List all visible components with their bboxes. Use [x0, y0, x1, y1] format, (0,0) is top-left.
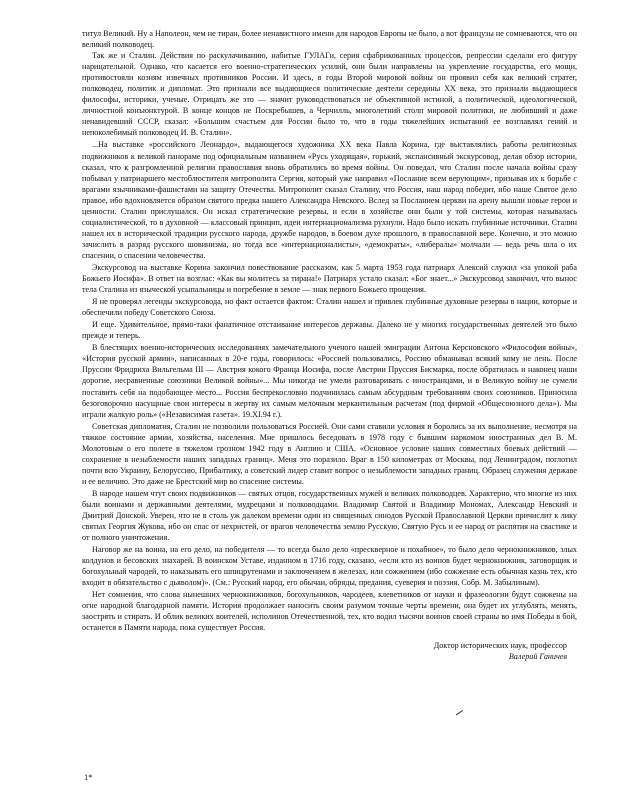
pen-mark	[456, 710, 464, 717]
signature-author: Валерий Ганичев	[508, 651, 567, 661]
paragraph: Нет сомнения, что слова нынешних чернокнижников, богохульников, чародеев, клеветников от науки и фразеологии будут сожжены на огне народной благодарной памяти. История продолжает наносить своим разумом точные черты времени, она будет их углублять, менять, заострять и стирать. И облик великих воителей, исполинов Отечественной, тех, кто водил тысячи воинов своей страны во имя Победы в бой, останется в Памяти народа, пока существует Россия.	[82, 590, 577, 633]
article-body	[82, 28, 577, 634]
paragraph: И еще. Удивительное, прямо-таки фанатичное отстаивание интересов державы. Далеко не у многих государственных деятелей это было прежде и теперь.	[82, 320, 577, 341]
paragraph: Я не проверял легенды экскурсовода, но факт остается фактом: Сталин нашел и привлек глубинные духовные резервы в нации, которые и обеспечили победу Советского Союза.	[82, 297, 577, 318]
signature-title: Доктор исторических наук, профессор	[433, 640, 567, 650]
signature-block	[82, 640, 577, 662]
paragraph: Экскурсовод на выставке Корина закончил повествование рассказом, как 5 марта 1953 года патриарх Алексий служил «за упокой раба Божьего Иосифа». В ответ на возглас: «Как вы молитесь за тирана!» Патриарх устало сказал: «Бог знает...» Экскурсовод закончил, что вынос тела Сталина из языческой усыпальницы и погребение в земле — знак первого Божьего прощения.	[82, 262, 577, 295]
page-folio: 1*	[84, 772, 93, 782]
paragraph: В блестящих военно-исторических исследованиях замечательного ученого нашей эмиграции Антона Керсновского «Философия войны», «История русской армии», написанных в 20-е годы, говорилось: «Россией пользовались, Россию обманывал всякий кому не лень. После Пруссии Фридриха Вильгельма III — Австрия кокого Франца Иосифа, после Австрии Пруссия Бисмарка, после обратилась и наконец наши дорогие, несравненные союзники Великой войны»... Мы никогда не умели разговаривать с иностранцами, и в Великую войну не сумели поставить себя на подобающее место... Россия беспрекословно подчинилась самым абсурдным требованиям своих союзников. Приносила безоговорочно насущные свои интересы в жертву их самым мелочным меркантильным расчетам (под фирмой «Общесоюзного дела»). Мы играли жалкую роль» («Независимая газета». 19.XI.94 г.).	[82, 343, 577, 419]
paragraph: Советская дипломатия, Сталин не позволили пользоваться Россией. Они сами ставили условия и боролись за их выполнение, несмотря на тяжкое состояние армии, хозяйства, населения. Мне пришлось беседовать в 1978 году с бывшим наркомом иностранных дел В. М. Молотовым о его полете в тяжелом грозном 1942 году в Англию и США. «Основное условие наших совместных боевых действий — сохранение в незыблемости наших западных границ». Меня это поразило. Враг в 150 километрах от Москвы, под Ленинградом, поглотил почти всю Украину, Белоруссию, Прибалтику, а советский лидер ставит вопрос о незыблемости западных границ. Образец служения державе и ее величию. Это даже не Брестский мир во спасение системы.	[82, 421, 577, 486]
paragraph: В народе нашем чтут своих подвижников — святых отцов, государственных мужей и великих полководцев. Характерно, что многие из них были воинами и державными деятелями, мудрецами и полководцами. Владимир Святой и Владимир Мономах, Александр Невский и Дмитрий Донской. Уверен, что не в столь уж далеком времени один из священных синодов Русской Православной Церкви причислит к лику святых Георгия Жукова, ибо он спас от нехристей, от врагов человечества землю Русскую, Святую Русь и ее народ от распятия на свастике и от полного уничтожения.	[82, 488, 577, 543]
paragraph: Так же и Сталин. Действия по раскулачиванию, набитые ГУЛАГи, серия сфабрикованных процессов, репрессии сделали его фигуру нарицательной. Однако, что касается его военно-стратегических усилий, они были направлены на укрепление государства, его мощи, противостояли козням извечных противников России. И здесь, в годы Второй мировой войны он проявил себя как великий стратег, полководец, политик и дипломат. Это признали все выдающиеся политические деятели середины XX века, это признали выдающиеся философы, историки, ученые. Отрицать же это — значит руководствоваться не объективной истиной, а политической, идеологической, личностной конъюнктурой. В конце концов не Поскребышев, а Черчилль, многолетний столп мировой политики, не любивший и даже ненавидевший СССР, сказал: «Большим счастьем для России было то, что в годы тяжелейших испытаний ее возглавлял гений и непоколебимый полководец И. В. Сталин».	[82, 51, 577, 138]
paragraph: ...На выставке «российского Леонардо», выдающегося художника XX века Павла Корина, где выставлялись работы религиозных подвижников к великой панораме под официальным названием «Русь уходящая», горький, экспансивный экскурсовод, делая обзор истории, сказал, что к разгромленной религии православия вновь обратились во время войны. Он поведал, что Сталин после начала войны сразу побывал у патриаршего местоблюстителя митрополита Сергия, который уже направил «Послание всем верующим», призывая их к борьбе с врагами язычниками-фашистами на защиту Отечества. Митрополит сказал Сталину, что Россия, наш народ победит, ибо наше Святое дело правое, ибо вдохновляется образом святого предка нашего Александра Невского. Вслед за Посланием церкви на арену вышли новые герои и ценности. Сталин прислушался. Он искал стратегические резервы, и если в хозяйстве они были у той системы, которая называлась социалистической, то в духовной — классовый принцип, идеи интернационализма рухнули. Надо было искать глубинные источники. Сталин нашел их в исторической традиции русского народа, дружбе народов, в боевом духе прошлого, в православной вере. Конечно, и это можно зачислить в разряд русского шовинизма, но тогда все «интернационалисты», «демократы», «либералы» молчали — ведь речь шла о их спасении, о спасении человечества.	[82, 140, 577, 260]
paragraph: Наговор же на воина, на его дело, на победителя — то всегда было дело «прескверное и похабное», то было дело чернокнижников, злых колдунов и бесовских знахарей. В воинском Уставе, изданном в 1716 году, сказано, «если кто из воинов будет чернокнижник, заговорщик и богохульный чародей, то наказывать его шпицрутенами и заключением в железах, или сожжением (ибо сожжение есть обычная казнь тех, кто входит в обязательство с дьяволом)». (См.: Русский народ, его обычаи, обряды, предания, суеверия и поэзия. Собр. М. Забылиным).	[82, 545, 577, 588]
paragraph: титул Великий. Ну а Наполеон, чем не тиран, более ненавистного имени для народов Европы не было, а вот французы не сомневаются, что он великий полководец.	[82, 29, 577, 50]
